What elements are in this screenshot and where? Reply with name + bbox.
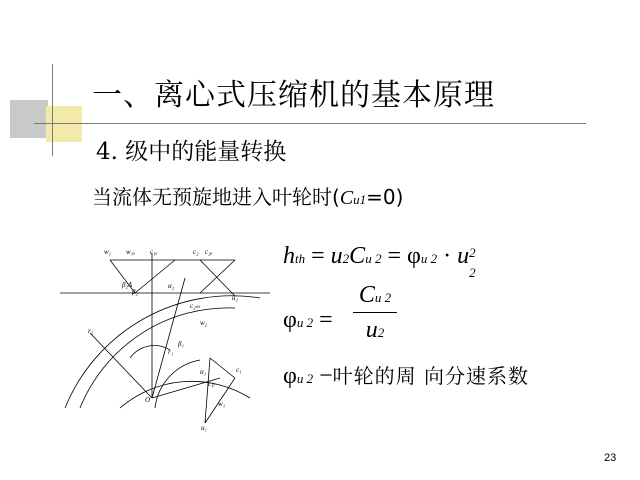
label-c1: c₁: [236, 366, 242, 374]
label-w2: w₂: [200, 319, 208, 327]
condition-text: [92, 183, 403, 214]
slide-title: 一、离心式压缩机的基本原理: [92, 78, 495, 113]
eq3-dash: −: [319, 363, 333, 389]
title-underline: [34, 123, 586, 124]
eq1-u2: u: [457, 243, 470, 269]
condition-prefix: 当流体无预旋地进入叶轮时(: [92, 185, 340, 209]
label-c1u: c₁ᵤ: [150, 248, 158, 256]
section-heading: 4. 级中的能量转换: [96, 139, 287, 165]
label-c2m: c₂ₘ: [190, 302, 200, 310]
eq1-c-sub: u 2: [365, 251, 382, 266]
eq1-phi-sub: u 2: [420, 251, 438, 266]
label-alpha1: α₁: [200, 368, 207, 376]
label-u1: u₁: [201, 424, 207, 432]
radial-line: [152, 278, 185, 398]
eq3-phi: φ: [283, 363, 297, 389]
eq1-u-sub: 2: [342, 251, 350, 266]
eq1-equals: =: [311, 243, 325, 269]
rotation-arrow: [130, 346, 170, 358]
label-w1-inner: w₁: [218, 400, 226, 408]
eq2-phi-sub: u 2: [296, 315, 314, 330]
eq1-h-sub: th: [295, 251, 306, 266]
outer-arc: [65, 296, 260, 408]
equation-phi-definition: [283, 360, 529, 390]
inner-arc: [155, 360, 200, 408]
label-beta1: β₁: [178, 340, 184, 348]
eq1-h: h: [283, 243, 295, 269]
decor-square-gray: [10, 100, 48, 138]
condition-var: C: [339, 187, 354, 209]
condition-sub: u1: [353, 192, 367, 207]
label-c1r: c₁ᵣ: [208, 380, 216, 388]
eq2-numerator-sub: u 2: [374, 290, 392, 305]
eq2-denominator: u: [365, 317, 378, 343]
decor-vertical-line: [52, 64, 53, 156]
eq2-equals: =: [319, 307, 333, 333]
label-c2: c₂: [193, 248, 199, 256]
eq3-phi-sub: u 2: [296, 371, 314, 386]
eq1-u2-sub: 2: [469, 265, 476, 280]
eq1-dot: ·: [443, 243, 452, 269]
label-r2: r₂: [88, 327, 94, 335]
eq1-equals-2: =: [387, 243, 401, 269]
label-origin: O: [145, 396, 151, 404]
label-alpha2: α₂: [168, 282, 175, 290]
fraction-bar: [353, 312, 397, 313]
eq1-u2-sup: 2: [469, 245, 476, 260]
r2-line: [90, 333, 152, 398]
label-c2u: c₂ᵤ: [205, 248, 213, 256]
label-r1: r₁: [168, 348, 174, 356]
label-beta2: β₂: [132, 288, 138, 296]
eq2-numerator: C: [358, 282, 375, 308]
label-beta2a: β₂A: [122, 281, 133, 289]
blade-arc: [80, 308, 235, 408]
velocity-triangle-diagram: [60, 238, 270, 438]
equation-phi-lhs: [283, 307, 333, 334]
equation-h-th: [283, 243, 478, 280]
equation-phi-fraction: [353, 282, 397, 345]
eq2-denominator-sub: 2: [377, 325, 385, 340]
eq1-c: C: [349, 243, 366, 269]
c1-line: [210, 358, 235, 378]
page-number: 23: [604, 452, 617, 464]
eq1-u: u: [330, 243, 343, 269]
condition-suffix: =0): [366, 185, 404, 209]
eq1-phi: φ: [406, 243, 421, 269]
label-w1: w₁: [104, 248, 112, 256]
eq3-description: 叶轮的周 向分速系数: [332, 364, 530, 388]
eq2-phi: φ: [283, 307, 297, 333]
label-u2: u₂: [232, 294, 238, 302]
label-w1u: w₁ᵤ: [126, 248, 136, 256]
